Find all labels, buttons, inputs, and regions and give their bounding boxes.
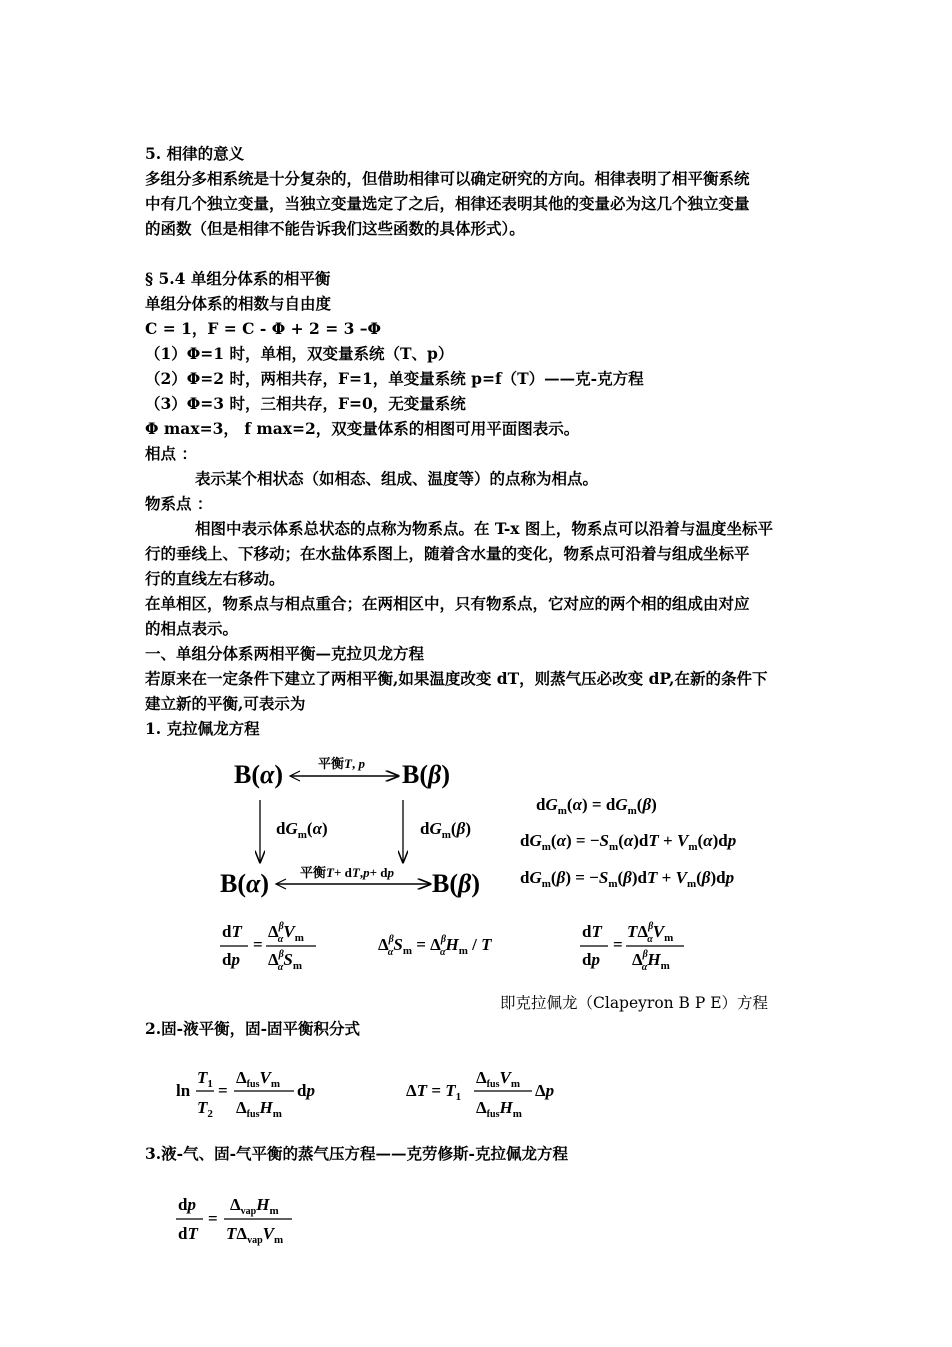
fusion-dT-eq — [406, 1068, 554, 1120]
svg-text:ln: ln — [176, 1081, 191, 1100]
svg-text:=: = — [208, 1209, 218, 1228]
svg-text:ΔfusHm: $\Delta_{fus}H_m$ — [236, 1098, 282, 1120]
svg-text:=: = — [613, 935, 623, 954]
paragraph-line: 建立新的平衡,可表示为 — [145, 694, 306, 713]
svg-text:dp: dp — [178, 1195, 196, 1214]
b-beta-top: B(β) — [402, 760, 450, 789]
clapeyron-caption: 即克拉佩龙（Clapeyron B P E）方程 — [500, 994, 769, 1012]
svg-text:=: = — [218, 1081, 228, 1100]
b-alpha-bottom: B(α) — [220, 869, 270, 898]
svg-text:ΔfusHm: $\Delta_{fus}H_m$ — [476, 1098, 522, 1120]
list-item: （1）Φ=1 时，单相，双变量系统（T、p） — [145, 344, 454, 363]
paragraph-line: 中有几个独立变量，当独立变量选定了之后，相律还表明其他的变量必为这几个独立变量 — [145, 194, 750, 213]
right-vert-label: $dG_m(\beta)$ — [420, 819, 471, 841]
svg-text:dT: dT — [582, 922, 602, 941]
svg-text:ΔβαVm: $\Delta^\beta$ $\alpha V_m$ — [268, 921, 304, 945]
paragraph-line: Φ max=3， f max=2，双变量体系的相图可用平面图表示。 — [145, 419, 580, 438]
paragraph-line: 在单相区，物系点与相点重合；在两相区中，只有物系点，它对应的两个相的组成由对应 — [145, 594, 750, 613]
svg-text:ΔβαSm = ΔβαHm / T: $\Delta^\beta$ $\alpha S_m = \Delta^\beta$ $\alpha H_m$ / T — [378, 934, 492, 958]
subheading: 一、单组分体系两相平衡—克拉贝龙方程 — [145, 644, 425, 663]
top-arrow-label: 平衡T, p — [318, 756, 365, 771]
term-heading: 相点 ： — [145, 444, 197, 463]
subheading: 2.固-液平衡，固-固平衡积分式 — [145, 1019, 361, 1038]
svg-text:ΔfusVm: $\Delta_{fus}V_m$ — [476, 1068, 520, 1090]
vapor-pressure-eq — [176, 1195, 292, 1246]
svg-text:dp: dp — [297, 1081, 315, 1100]
svg-text:ΔβαSm: $\Delta^\beta$ $\alpha S_m$ — [268, 949, 302, 973]
entropy-eq — [378, 934, 492, 958]
paragraph-line: 表示某个相状态（如相态、组成、温度等）的点称为相点。 — [195, 469, 599, 488]
list-item: （3）Φ=3 时，三相共存，F=0，无变量系统 — [145, 394, 466, 413]
svg-text:ΔvapHm: $\Delta_{vap}H_m$ — [230, 1195, 279, 1217]
svg-text:TΔvapVm: $T\Delta_{vap}V_m$ — [226, 1224, 284, 1246]
svg-text:T2: $T_2$ — [197, 1098, 213, 1120]
svg-text:TΔβαVm: $T\Delta^\beta$ $\alpha V_m$ — [627, 921, 674, 945]
svg-text:dT: dT — [178, 1224, 198, 1243]
clapeyron-eq2 — [580, 921, 684, 973]
paragraph-line: 多组分多相系统是十分复杂的，但借助相律可以确定研究的方向。相律表明了相平衡系统 — [145, 169, 750, 188]
section-heading-5-4: § 5.4 单组分体系的相平衡 — [145, 269, 331, 288]
paragraph-line: 的相点表示。 — [145, 619, 239, 638]
paragraph-line: 若原来在一定条件下建立了两相平衡,如果温度改变 dT，则蒸气压必改变 dP,在新的条件下 — [145, 669, 768, 688]
svg-text:ΔfusVm: $\Delta_{fus}V_m$ — [236, 1068, 280, 1090]
subheading: 3.液-气、固-气平衡的蒸气压方程——克劳修斯-克拉佩龙方程 — [145, 1144, 568, 1163]
left-vert-label: $dG_m(\alpha)$ — [276, 819, 328, 841]
svg-text:Δp: Δp — [535, 1081, 555, 1100]
b-alpha-top: B(α) — [234, 760, 284, 789]
eq-gibbs-equal: $dG_m(\alpha) = dG_m(\beta)$ — [536, 795, 657, 817]
section-heading-5: 5. 相律的意义 — [145, 144, 245, 163]
paragraph-line: 行的直线左右移动。 — [145, 569, 285, 588]
eq-gibbs-beta: $dG_m(\beta) = -S_m(\beta)dT + V_m(\beta)dp$ — [520, 868, 735, 890]
list-item: （2）Φ=2 时，两相共存，F=1，单变量系统 p=f（T）——克-克方程 — [145, 369, 644, 388]
formula-line: C = 1，F = C - Φ + 2 = 3 –Φ — [145, 319, 382, 338]
svg-text:dT: dT — [222, 922, 242, 941]
svg-text:dp: dp — [222, 950, 240, 969]
subheading: 单组分体系的相数与自由度 — [145, 294, 332, 313]
eq-gibbs-alpha: $dG_m(\alpha) = -S_m(\alpha)dT + V_m(\alpha)dp$ — [520, 831, 737, 853]
svg-text:ΔβαHm: $\Delta^\beta$ $\alpha H_m$ — [632, 949, 670, 973]
svg-text:T1: $T_1$ — [197, 1068, 213, 1090]
clapeyron-eq1 — [220, 921, 316, 973]
subheading: 1. 克拉佩龙方程 — [145, 719, 260, 738]
paragraph-line: 的函数（但是相律不能告诉我们这些函数的具体形式）。 — [145, 219, 525, 238]
paragraph-line: 行的垂线上、下移动；在水盐体系图上，随着含水量的变化，物系点可沿着与组成坐标平 — [145, 544, 750, 563]
bottom-arrow-label: 平衡T+ dT,p+ dp — [300, 865, 394, 880]
svg-text:=: = — [253, 935, 263, 954]
fusion-ln-eq — [176, 1068, 315, 1120]
paragraph-line: 相图中表示体系总状态的点称为物系点。在 T-x 图上，物系点可以沿着与温度坐标平 — [195, 519, 773, 538]
svg-text:dp: dp — [582, 950, 600, 969]
term-heading: 物系点 ： — [145, 494, 213, 513]
svg-text:ΔT = T1: $\Delta T = T_1$ — [406, 1081, 462, 1103]
b-beta-bottom: B(β) — [432, 869, 480, 898]
